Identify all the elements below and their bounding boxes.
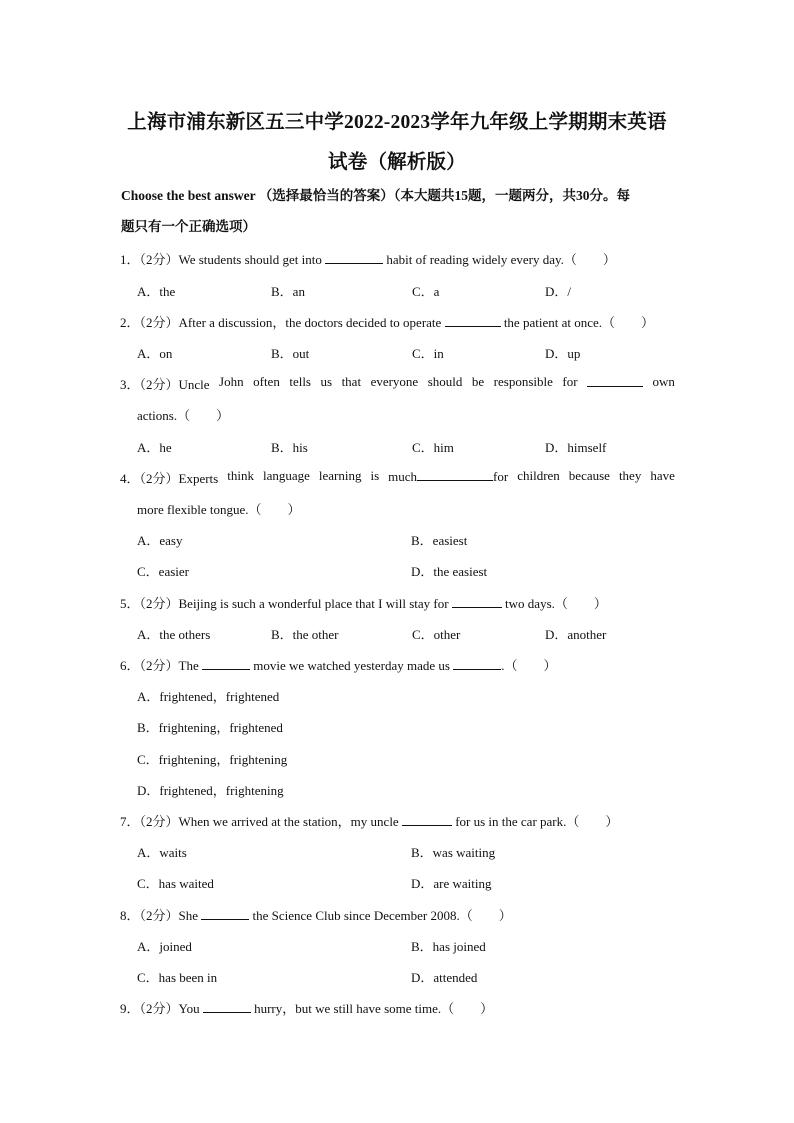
question-1-stem-start: 1．（2分）We students should get into <box>120 252 326 267</box>
question-2-option-d: D．up <box>545 346 581 361</box>
question-8-option-d: D．attended <box>411 970 478 985</box>
question-4-word: is <box>370 468 380 483</box>
question-4-word: they <box>618 468 642 483</box>
answer-blank <box>417 468 493 481</box>
answer-blank <box>201 907 249 920</box>
question-2-stem-end: the patient at once.（ ） <box>500 315 654 330</box>
question-6-option-d: D．frightened，frightening <box>137 783 284 798</box>
question-3-continuation: actions.（ ） <box>137 408 230 423</box>
question-4-word: think <box>227 468 254 483</box>
question-1-stem-end: habit of reading widely every day.（ ） <box>383 252 616 267</box>
question-3-word: tells <box>289 374 311 389</box>
question-4-option-c: C．easier <box>137 564 189 579</box>
section-instructions-line-1: Choose the best answer （选择最恰当的答案）（本大题共15题，一题两分，共30分。每 <box>121 188 630 203</box>
question-3-word: own <box>652 374 675 389</box>
question-7-option-b: B．was waiting <box>411 845 496 860</box>
question-8-stem-start: 8．（2分）She <box>120 908 202 923</box>
question-7-stem-start: 7．（2分）When we arrived at the station，my uncle <box>120 814 402 829</box>
question-8 <box>120 905 512 924</box>
answer-blank <box>202 657 250 670</box>
question-3-word: 3．（2分）Uncle <box>120 377 210 392</box>
exam-title-line-1: 上海市浦东新区五三中学2022-2023学年九年级上学期期末英语 <box>127 112 667 133</box>
question-3-word: us <box>320 374 333 389</box>
question-3-option-a: A．he <box>137 440 172 455</box>
question-5-stem-start: 5．（2分）Beijing is such a wonderful place that I will stay for <box>120 596 452 611</box>
question-4-word: 4．（2分）Experts <box>120 471 219 486</box>
section-instructions <box>121 180 681 242</box>
question-4-option-d: D．the easiest <box>411 564 488 579</box>
question-1-option-d: D．/ <box>545 284 572 299</box>
question-4-word: children <box>517 468 560 483</box>
question-9 <box>120 998 493 1017</box>
section-instructions-line-2: 题只有一个正确选项） <box>121 219 256 234</box>
exam-title-line-2: 试卷（解析版） <box>328 152 466 173</box>
answer-blank <box>587 374 643 387</box>
question-7-option-d: D．are waiting <box>411 876 492 891</box>
answer-blank <box>452 595 502 608</box>
question-4 <box>120 468 675 487</box>
question-3-word: that <box>341 374 362 389</box>
question-4-word: for <box>493 469 509 484</box>
question-6-stem-end: .（ ） <box>501 658 557 673</box>
question-3-word: should <box>427 374 463 389</box>
answer-blank <box>325 251 383 264</box>
answer-blank <box>453 657 501 670</box>
question-6-option-b: B．frightening，frightened <box>137 720 283 735</box>
question-4-word: because <box>568 468 610 483</box>
question-5 <box>120 593 607 612</box>
question-1-option-a: A．the <box>137 284 176 299</box>
question-2-stem-start: 2．（2分）After a discussion，the doctors decided to operate <box>120 315 445 330</box>
question-6-option-c: C．frightening，frightening <box>137 752 288 767</box>
question-1 <box>120 249 616 268</box>
question-6 <box>120 655 556 674</box>
question-3-option-c: C．him <box>412 440 454 455</box>
question-2 <box>120 312 654 331</box>
question-4-option-a: A．easy <box>137 533 183 548</box>
question-3-word: be <box>471 374 485 389</box>
question-3-word: for <box>562 374 578 389</box>
question-4-option-b: B．easiest <box>411 533 468 548</box>
question-5-option-c: C．other <box>412 627 461 642</box>
question-5-option-b: B．the other <box>271 627 339 642</box>
question-4-continuation: more flexible tongue.（ ） <box>137 502 301 517</box>
question-4-word: learning <box>318 468 362 483</box>
question-7 <box>120 811 618 830</box>
question-8-stem-end: the Science Club since December 2008.（ ） <box>249 908 512 923</box>
question-7-stem-end: for us in the car park.（ ） <box>451 814 619 829</box>
question-2-option-c: C．in <box>412 346 444 361</box>
question-5-stem-end: two days.（ ） <box>501 596 607 611</box>
question-4-word: have <box>650 468 675 483</box>
question-3-word: responsible <box>493 374 553 389</box>
question-5-option-d: D．another <box>545 627 607 642</box>
question-3 <box>120 374 675 393</box>
question-2-option-a: A．on <box>137 346 173 361</box>
question-2-option-b: B．out <box>271 346 310 361</box>
question-6-option-a: A．frightened，frightened <box>137 689 280 704</box>
question-1-option-c: C．a <box>412 284 440 299</box>
question-3-word: often <box>253 374 280 389</box>
question-5-option-a: A．the others <box>137 627 211 642</box>
question-8-option-c: C．has been in <box>137 970 218 985</box>
question-3-word: John <box>219 374 244 389</box>
answer-blank <box>402 813 452 826</box>
question-9-stem-end: hurry，but we still have some time.（ ） <box>250 1001 494 1016</box>
question-1-option-b: B．an <box>271 284 305 299</box>
question-7-option-a: A．waits <box>137 845 187 860</box>
question-6-stem-middle: movie we watched yesterday made us <box>249 658 454 673</box>
question-4-word: much <box>388 469 418 484</box>
question-4-word: language <box>262 468 310 483</box>
question-6-stem-start: 6．（2分）The <box>120 658 202 673</box>
question-3-option-b: B．his <box>271 440 308 455</box>
question-8-option-a: A．joined <box>137 939 192 954</box>
question-3-word: everyone <box>370 374 419 389</box>
question-9-stem-start: 9．（2分）You <box>120 1001 203 1016</box>
answer-blank <box>445 314 501 327</box>
question-7-option-c: C．has waited <box>137 876 214 891</box>
question-8-option-b: B．has joined <box>411 939 486 954</box>
answer-blank <box>203 1000 251 1013</box>
question-3-option-d: D．himself <box>545 440 607 455</box>
